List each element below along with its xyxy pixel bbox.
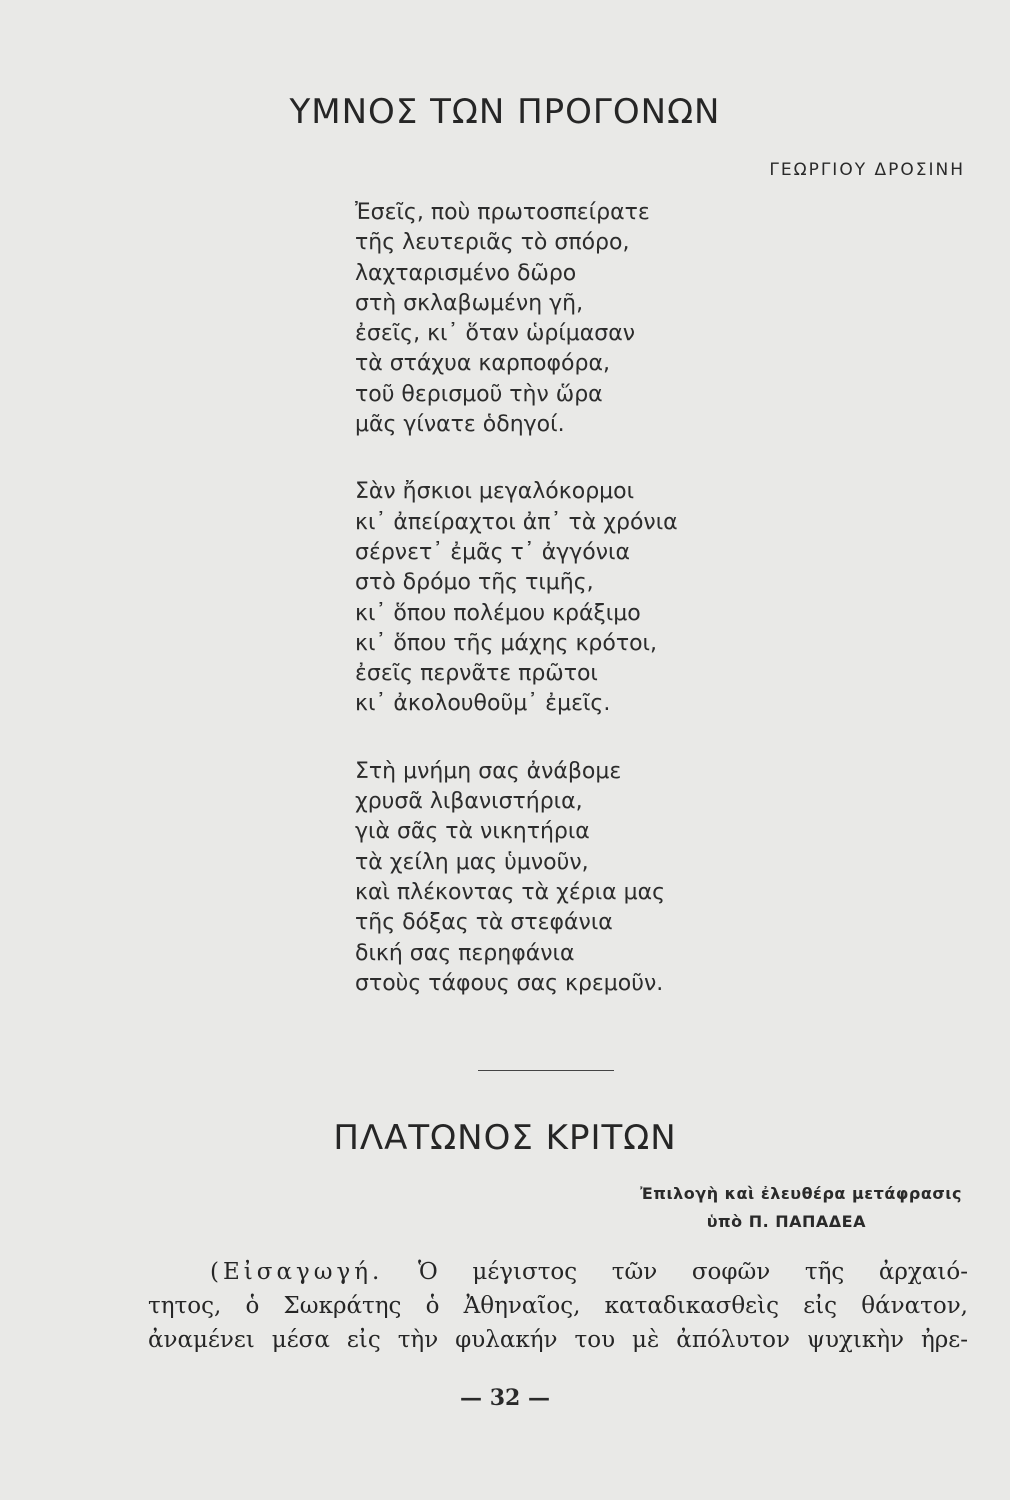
verse-line: δική σας περηφάνια <box>355 940 575 966</box>
intro-paragraph <box>148 1255 968 1357</box>
page-number: — 32 — <box>460 1385 550 1411</box>
stanza-1 <box>355 198 875 440</box>
verse-line: στὸ δρόμο τῆς τιμῆς, <box>355 570 594 596</box>
credit-translator: ὑπὸ Π. ΠΑΠΑΔΕΑ <box>706 1212 866 1231</box>
verse-line: ἐσεῖς, κι᾿ ὅταν ὡρίμασαν <box>355 321 636 347</box>
verse-line: κι᾿ ὅπου πολέμου κράξιμο <box>355 600 641 626</box>
verse-line: ἐσεῖς περνᾶτε πρῶτοι <box>355 661 598 687</box>
verse-line: τῆς λευτεριᾶς τὸ σπόρο, <box>355 230 630 256</box>
verse-line: στὴ σκλαβωμένη γῆ, <box>355 290 584 316</box>
poem-author: ΓΕΩΡΓΙΟΥ ΔΡΟΣΙΝΗ <box>769 160 965 180</box>
prose-line <box>148 1255 968 1289</box>
verse-line: στοὺς τάφους σας κρεμοῦν. <box>355 970 664 996</box>
verse-line: λαχταρισμένο δῶρο <box>355 260 577 286</box>
prose-line: ἀναμένει μέσα εἰς τὴν φυλακήν του μὲ ἀπόλυτον ψυχικὴν ἠρε- <box>148 1327 968 1353</box>
verse-line: Σὰν ἤσκιοι μεγαλόκορμοι <box>355 479 635 505</box>
verse-line: τῆς δόξας τὰ στεφάνια <box>355 910 613 936</box>
stanza-2 <box>355 477 875 719</box>
credit-line: Ἐπιλογὴ καὶ ἐλευθέρα μετάφρασις <box>640 1184 962 1203</box>
prose-text: Ὁ μέγιστος τῶν σοφῶν τῆς ἀρχαιό- <box>417 1259 969 1285</box>
verse-line: καὶ πλέκοντας τὰ χέρια μας <box>355 879 666 905</box>
intro-label: (Εἰσαγωγή. <box>210 1259 384 1285</box>
verse-line: Στὴ μνήμη σας ἀνάβομε <box>355 758 622 784</box>
verse-line: κι᾿ ἀκολουθοῦμ᾿ ἐμεῖς. <box>355 691 611 717</box>
verse-line: κι᾿ ἀπείραχτοι ἀπ᾿ τὰ χρόνια <box>355 509 678 535</box>
verse-line: Ἐσεῖς, ποὺ πρωτοσπείρατε <box>355 200 650 225</box>
section-title: ΠΛΑΤΩΝΟΣ ΚΡΙΤΩΝ <box>333 1118 677 1158</box>
verse-line: σέρνετ᾿ ἐμᾶς τ᾿ ἀγγόνια <box>355 539 630 565</box>
verse-line: τὰ χείλη μας ὑμνοῦν, <box>355 849 589 875</box>
verse-line: χρυσᾶ λιβανιστήρια, <box>355 789 583 815</box>
verse-line: τὰ στάχυα καρποφόρα, <box>355 351 610 377</box>
verse-line: μᾶς γίνατε ὁδηγοί. <box>355 412 565 438</box>
translation-credit <box>640 1180 962 1236</box>
verse-line: γιὰ σᾶς τὰ νικητήρια <box>355 819 590 845</box>
poem-title: ΥΜΝΟΣ ΤΩΝ ΠΡΟΓΟΝΩΝ <box>289 92 721 132</box>
prose-line: τητος, ὁ Σωκράτης ὁ Ἀθηναῖος, καταδικασθεὶς εἰς θάνατον, <box>148 1293 968 1319</box>
section-divider <box>478 1070 614 1071</box>
poem-body <box>355 198 875 1036</box>
verse-line: κι᾿ ὅπου τῆς μάχης κρότοι, <box>355 630 657 656</box>
stanza-3 <box>355 757 875 999</box>
verse-line: τοῦ θερισμοῦ τὴν ὥρα <box>355 381 603 407</box>
